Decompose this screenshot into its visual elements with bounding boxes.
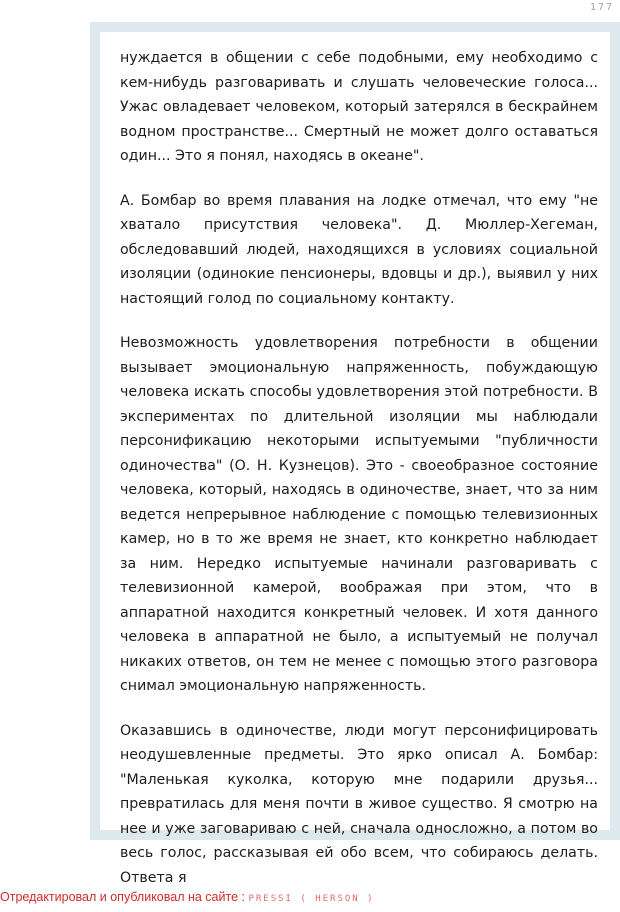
footer-site-link[interactable]: PRESSI ( HERSON )	[248, 894, 375, 904]
paragraph-2: А. Бомбар во время плавания на лодке отмечал, что ему "не хватало присутствия человека". Д. Мюллер-Хегеман, обследовавший людей, находящихся в условиях социальной изоляции (одинокие пенсионеры, вдовцы и др.), выявил у них настоящий голод по социальному контакту.	[120, 192, 598, 307]
paragraph-3: Невозможность удовлетворения потребности в общении вызывает эмоциональную напряженность, побуждающую человека искать способы удовлетворения этой потребности. В экспериментах по длительной изоляции мы наблюдали персонификацию некоторыми испытуемыми "публичности одиночества" (О. Н. Кузнецов). Это - своеобразное состояние человека, который, находясь в одиночестве, знает, что за ним ведется непрерывное наблюдение с помощью телевизионных камер, но в то же время не знает, кто конкретно наблюдает за ним. Нередко испытуемые начинали разговаривать с телевизионной камерой, воображая при этом, что в аппаратной находится конкретный человек. И хотя данного человека в аппаратной не было, а испытуемый не получал никаких ответов, он тем не менее с помощью этого разговора снимал эмоциональную напряженность.	[120, 335, 598, 694]
paragraph-1: нуждается в общении с себе подобными, ему необходимо с кем-нибудь разговаривать и слушать человеческие голоса... Ужас овладевает человеком, который затерялся в бескрайнем водном пространстве... Смертный не может долго оставаться один... Это я понял, находясь в океане".	[120, 50, 598, 164]
page-frame	[90, 22, 620, 886]
page-number: 177	[589, 2, 614, 13]
page-content	[100, 32, 610, 886]
paragraph-4: Оказавшись в одиночестве, люди могут персонифицировать неодушевленные предметы. Это ярко описал А. Бомбар: "Маленькая куколка, которую мне подарили друзья... превратилась для меня почти в живое существо. Я смотрю на нее и уже заговариваю с ней, сначала односложно, а потом во весь голос, рассказывая ей обо всем, что собираюсь делать. Ответа я	[120, 722, 598, 886]
footer-text: Отредактировал и опубликовал на сайте :	[0, 890, 249, 904]
footer-credit	[0, 890, 375, 904]
